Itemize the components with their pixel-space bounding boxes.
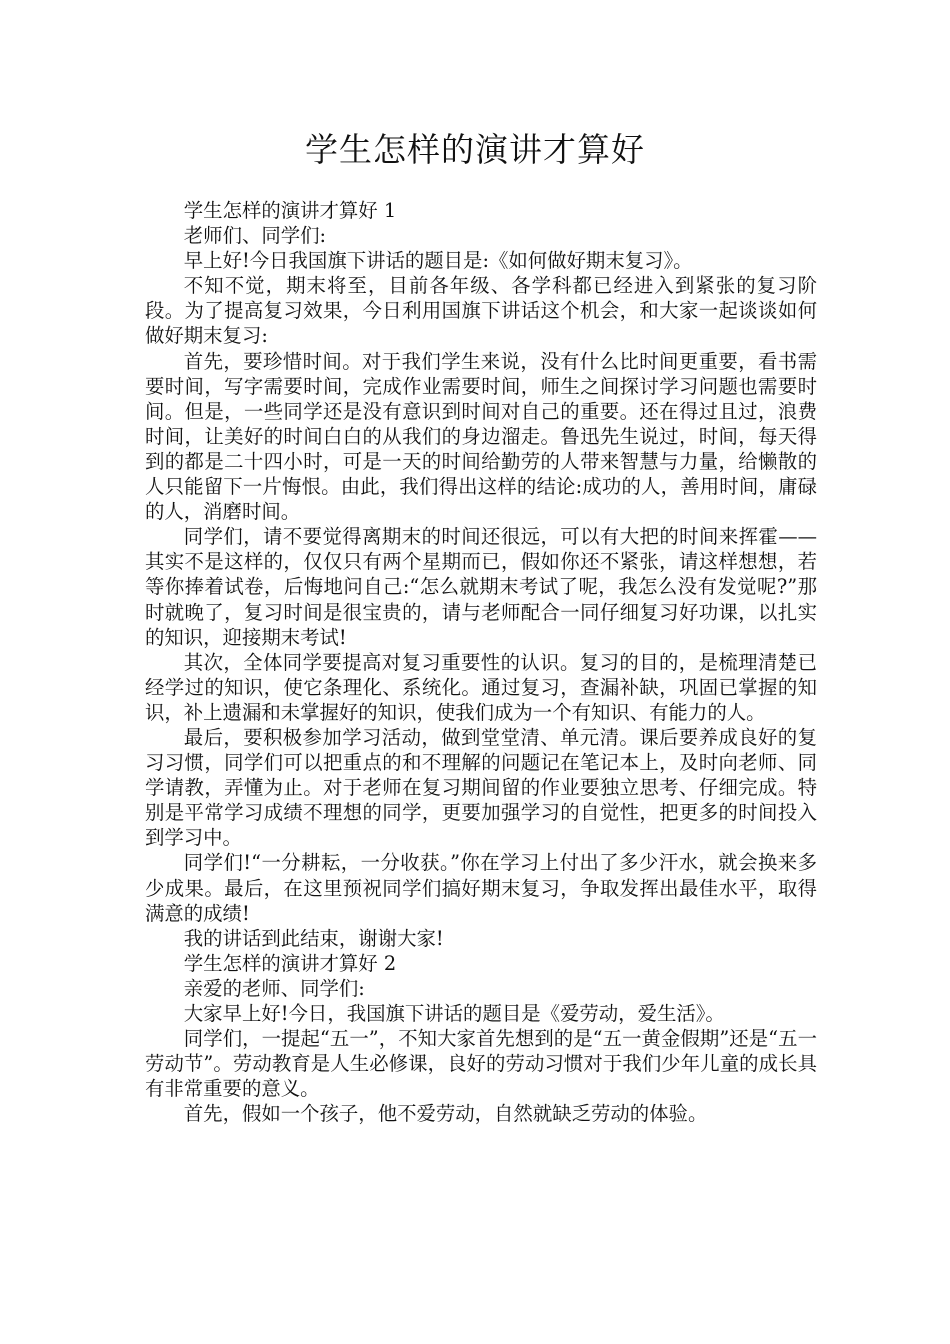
document-body — [145, 198, 817, 1126]
paragraph: 不知不觉，期末将至，目前各年级、各学科都已经进入到紧张的复习阶段。为了提高复习效果，今日利用国旗下讲话这个机会，和大家一起谈谈如何做好期末复习: — [145, 274, 817, 348]
paragraph: 亲爱的老师、同学们: — [183, 976, 365, 1000]
paragraph: 早上好!今日我国旗下讲话的题目是:《如何做好期末复习》。 — [183, 249, 693, 273]
paragraph: 大家早上好!今日，我国旗下讲话的题目是《爱劳动，爱生活》。 — [183, 1002, 725, 1025]
paragraph: 学生怎样的演讲才算好 1 — [183, 199, 397, 222]
paragraph: 学生怎样的演讲才算好 2 — [183, 951, 397, 975]
paragraph: 其次，全体同学要提高对复习重要性的认识。复习的目的，是梳理清楚已经学过的知识，使它条理化、系统化。通过复习，查漏补缺，巩固已掌握的知识，补上遗漏和未掌握好的知识，使我们成为一个有知识、有能力的人。 — [145, 650, 817, 724]
paragraph: 同学们!“一分耕耘，一分收获。”你在学习上付出了多少汗水，就会换来多少成果。最后，在这里预祝同学们搞好期末复习，争取发挥出最佳水平，取得满意的成绩! — [145, 851, 817, 925]
paragraph: 同学们，请不要觉得离期末的时间还很远，可以有大把的时间来挥霍——其实不是这样的，仅仅只有两个星期而已，假如你还不紧张，请这样想想，若等你捧着试卷，后悔地问自己:“怎么就期末考试了呢，我怎么没有发觉呢?”那时就晚了，复习时间是很宝贵的，请与老师配合一同仔细复习好功课，以扎实的知识，迎接期末考试! — [145, 525, 817, 649]
paragraph: 我的讲话到此结束，谢谢大家! — [183, 926, 444, 950]
paragraph: 首先，要珍惜时间。对于我们学生来说，没有什么比时间更重要，看书需要时间，写字需要时间，完成作业需要时间，师生之间探讨学习问题也需要时间。但是，一些同学还是没有意识到时间对自己的重要。还在得过且过，浪费时间，让美好的时间白白的从我们的身边溜走。鲁迅先生说过，时间，每天得到的都是二十四小时，可是一天的时间给勤劳的人带来智慧与力量，给懒散的人只能留下一片悔恨。由此，我们得出这样的结论:成功的人，善用时间，庸碌的人，消磨时间。 — [145, 349, 817, 524]
document-title: 学生怎样的演讲才算好 — [305, 130, 645, 169]
paragraph: 最后，要积极参加学习活动，做到堂堂清、单元清。课后要养成良好的复习习惯，同学们可以把重点的和不理解的问题记在笔记本上，及时向老师、同学请教，弄懂为止。对于老师在复习期间留的作业要独立思考、仔细完成。特别是平常学习成绩不理想的同学，更要加强学习的自觉性，把更多的时间投入到学习中。 — [145, 725, 817, 850]
paragraph: 老师们、同学们: — [183, 224, 327, 248]
paragraph: 同学们，一提起“五一”，不知大家首先想到的是“五一黄金假期”还是“五一劳动节”。劳动教育是人生必修课，良好的劳动习惯对于我们少年儿童的成长具有非常重要的意义。 — [145, 1027, 817, 1101]
paragraph: 首先，假如一个孩子，他不爱劳动，自然就缺乏劳动的体验。 — [183, 1102, 708, 1126]
